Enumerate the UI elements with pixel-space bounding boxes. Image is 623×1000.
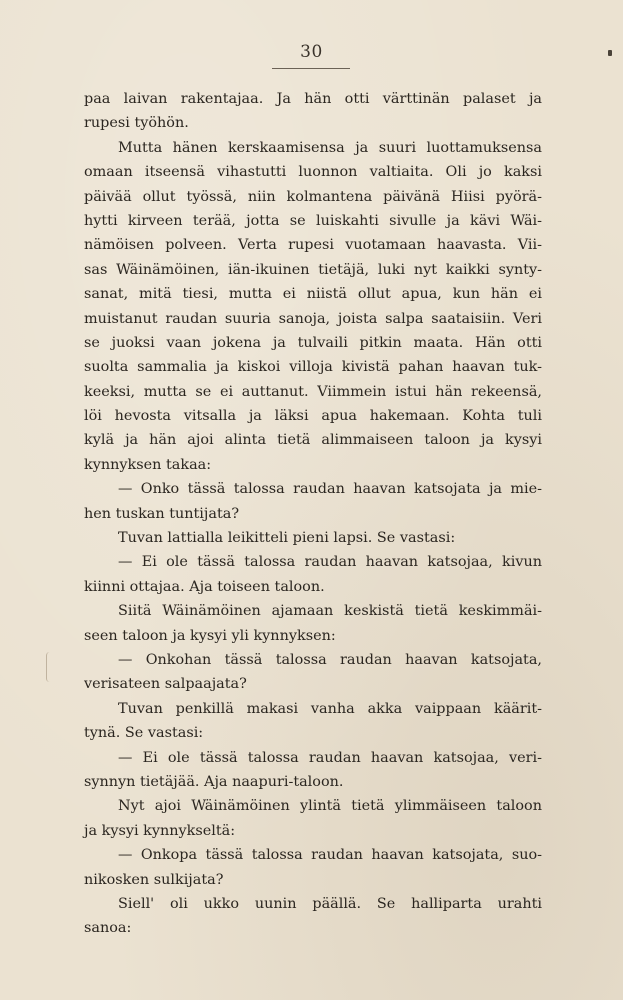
text-line: muistanut raudan suuria sanoja, joista salpa saataisiin. Veri xyxy=(84,310,542,327)
text-line: Nyt ajoi Wäinämöinen ylintä tietä ylimmäiseen taloon xyxy=(118,798,542,815)
text-line: verisateen salpaajata? xyxy=(84,676,247,693)
text-line: — Onkohan tässä talossa raudan haavan katsojata, xyxy=(118,651,542,668)
text-line: nikosken sulkijata? xyxy=(84,871,224,888)
text-line: kylä ja hän ajoi alinta tietä alimmaiseen taloon ja kysyi xyxy=(84,432,542,449)
text-line: suolta sammalia ja kiskoi villoja kivistä pahan haavan tuk- xyxy=(84,359,542,376)
text-line: rupesi työhön. xyxy=(84,115,189,132)
text-line: päivää ollut työssä, niin kolmantena päivänä Hiisi pyörä- xyxy=(84,188,542,205)
text-line: paa laivan rakentajaa. Ja hän otti värttinän palaset ja xyxy=(84,91,542,107)
text-line: sanat, mitä tiesi, mutta ei niistä ollut apua, kun hän ei xyxy=(84,286,542,303)
text-line: — Ei ole tässä talossa raudan haavan katsojaa, kivun xyxy=(118,554,542,571)
text-line: ja kysyi kynnykseltä: xyxy=(84,822,236,839)
page-number-rule xyxy=(272,68,350,69)
text-line: kiinni ottajaa. Aja toiseen taloon. xyxy=(84,578,325,595)
paper-stain xyxy=(46,652,53,682)
body-text xyxy=(84,87,542,941)
text-line: — Ei ole tässä talossa raudan haavan katsojaa, veri- xyxy=(118,749,542,766)
text-line: tynä. Se vastasi: xyxy=(84,725,204,742)
text-line: Siitä Wäinämöinen ajamaan keskistä tietä keskimmäi- xyxy=(118,603,542,620)
text-line: kynnyksen takaa: xyxy=(84,456,212,473)
text-line: löi hevosta vitsalla ja läksi apua hakemaan. Kohta tuli xyxy=(84,408,542,425)
text-line: hytti kirveen terää, jotta se luiskahti sivulle ja kävi Wäi- xyxy=(84,212,542,229)
text-line: Siell' oli ukko uunin päällä. Se halliparta urahti xyxy=(118,895,542,912)
page-number: 30 xyxy=(300,42,323,62)
text-line: omaan itseensä vihastutti luonnon valtiaita. Oli jo kaksi xyxy=(84,164,542,181)
text-line: — Onko tässä talossa raudan haavan katsojata ja mie- xyxy=(118,481,542,498)
text-line: se juoksi vaan jokena ja tulvaili pitkin maata. Hän otti xyxy=(84,334,542,351)
text-line: — Onkopa tässä talossa raudan haavan katsojata, suo- xyxy=(118,847,542,864)
text-line: synnyn tietäjää. Aja naapuri-taloon. xyxy=(84,773,344,790)
text-line: hen tuskan tuntijata? xyxy=(84,505,240,522)
text-line: Tuvan lattialla leikitteli pieni lapsi. Se vastasi: xyxy=(118,530,456,547)
text-line: sanoa: xyxy=(84,920,132,937)
text-line: Mutta hänen kerskaamisensa ja suuri luottamuksensa xyxy=(118,139,542,156)
text-line: seen taloon ja kysyi yli kynnyksen: xyxy=(84,627,336,644)
text-line: sas Wäinämöinen, iän-ikuinen tietäjä, luki nyt kaikki synty- xyxy=(84,261,542,278)
text-line: keeksi, mutta se ei auttanut. Viimmein istui hän rekeensä, xyxy=(84,383,542,400)
text-line: Tuvan penkillä makasi vanha akka vaippaan käärit- xyxy=(118,700,542,717)
text-line: nämöisen polveen. Verta rupesi vuotamaan haavasta. Vii- xyxy=(84,237,542,254)
